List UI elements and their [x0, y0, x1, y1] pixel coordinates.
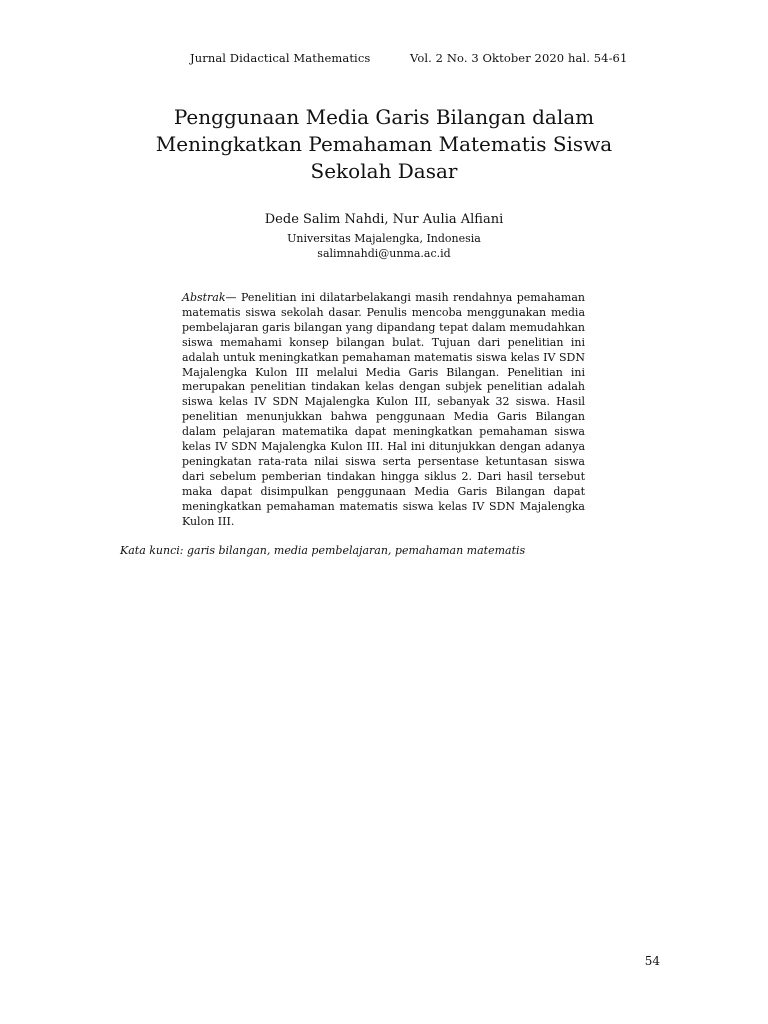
keywords: Kata kunci: garis bilangan, media pembelajaran, pemahaman matematis — [120, 544, 526, 557]
paper-title — [110, 104, 658, 185]
running-header — [0, 51, 768, 71]
author-email: salimnahdi@unma.ac.id — [317, 247, 451, 260]
paper-title-line-3: Sekolah Dasar — [310, 159, 458, 183]
volume-info: Vol. 2 No. 3 Oktober 2020 hal. 54-61 — [410, 51, 628, 65]
paper-title-line-2: Meningkatkan Pemahaman Matematis Siswa — [155, 132, 613, 156]
paper-title-line-1: Penggunaan Media Garis Bilangan dalam — [173, 105, 595, 129]
author-list: Dede Salim Nahdi, Nur Aulia Alfiani — [264, 212, 504, 227]
author-affiliation: Universitas Majalengka, Indonesia — [287, 232, 481, 245]
abstract-text: Penelitian ini dilatarbelakangi masih rendahnya pemahaman matematis siswa sekolah dasar. Penulis mencoba menggunakan media pembelajaran garis bilangan yang dipandang tepat dalam memudahkan siswa memahami konsep bilangan bulat. Tujuan dari penelitian ini adalah untuk meningkatkan pemahaman matematis siswa kelas IV SDN Majalengka Kulon III melalui Media Garis Bilangan. Penelitian ini merupakan penelitian tindakan kelas dengan subjek penelitian adalah siswa kelas IV SDN Majalengka Kulon III, sebanyak 32 siswa. Hasil penelitian menunjukkan bahwa penggunaan Media Garis Bilangan dalam pelajaran matematika dapat meningkatkan pemahaman siswa kelas IV SDN Majalengka Kulon III. Hal ini ditunjukkan dengan adanya peningkatan rata-rata nilai siswa serta persentase ketuntasan siswa dari sebelum pemberian tindakan hingga siklus 2. Dari hasil tersebut maka dapat disimpulkan penggunaan Media Garis Bilangan dapat meningkatkan pemahaman matematis siswa kelas IV SDN Majalengka Kulon III. — [182, 291, 585, 528]
journal-name: Jurnal Didactical Mathematics — [190, 51, 371, 65]
abstract — [182, 291, 585, 530]
page-number: 54 — [644, 954, 660, 968]
abstract-label: Abstrak— — [182, 291, 237, 304]
